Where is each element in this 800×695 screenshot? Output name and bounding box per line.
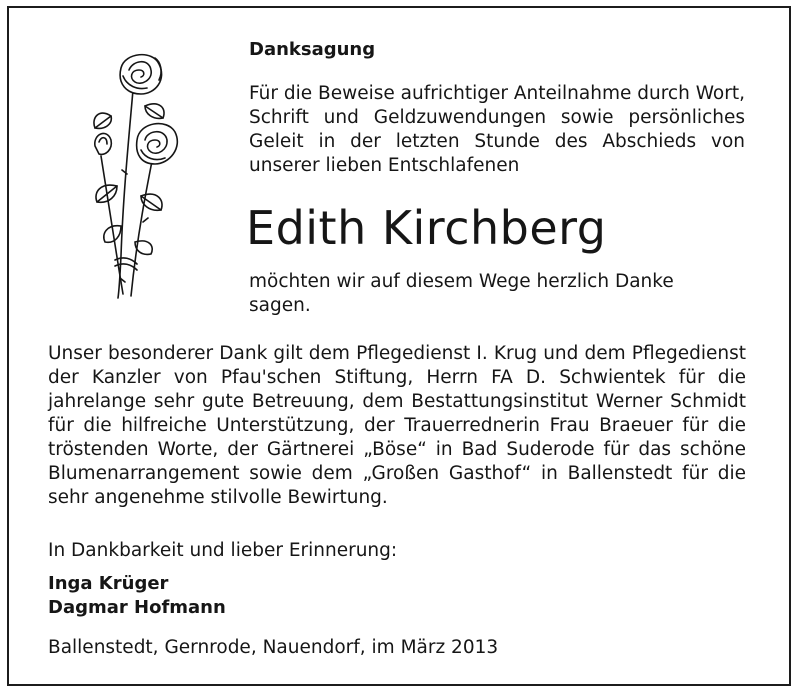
closing-line: In Dankbarkeit und lieber Erinnerung: bbox=[48, 540, 398, 561]
signer-name: Dagmar Hofmann bbox=[48, 597, 226, 618]
place-date: Ballenstedt, Gernrode, Nauendorf, im März 2013 bbox=[48, 637, 499, 658]
notice-frame bbox=[7, 6, 791, 686]
deceased-name: Edith Kirchberg bbox=[246, 201, 607, 255]
intro-paragraph: Für die Beweise aufrichtiger Anteilnahme durch Wort, Schrift und Geldzuwendungen sowie persönliches Geleit in der letzten Stunde des Abschieds von unserer lieben Entschlafenen bbox=[249, 83, 745, 176]
special-thanks-paragraph: Unser besonderer Dank gilt dem Pflegedienst I. Krug und dem Pflegedienst der Kanzler von Pfau'schen Stiftung, Herrn FA D. Schwientek für die jahrelange sehr gute Betreuung, dem Bestattungsinstitut Werner Schmidt für die hilfreiche Unterstützung, der Trauerrednerin Frau Braeuer für die tröstenden Worte, der Gärtnerei „Böse“ in Bad Suderode für das schöne Blumenarrangement sowie dem „Großen Gasthof“ in Ballenstedt für die sehr angenehme stilvolle Bewirtung. bbox=[48, 343, 746, 508]
rose-illustration-icon bbox=[71, 46, 211, 301]
page-title: Danksagung bbox=[249, 39, 376, 60]
thanks-line: möchten wir auf diesem Wege herzlich Danke sagen. bbox=[249, 271, 674, 316]
signers-block bbox=[48, 572, 226, 620]
signer-name: Inga Krüger bbox=[48, 573, 169, 594]
